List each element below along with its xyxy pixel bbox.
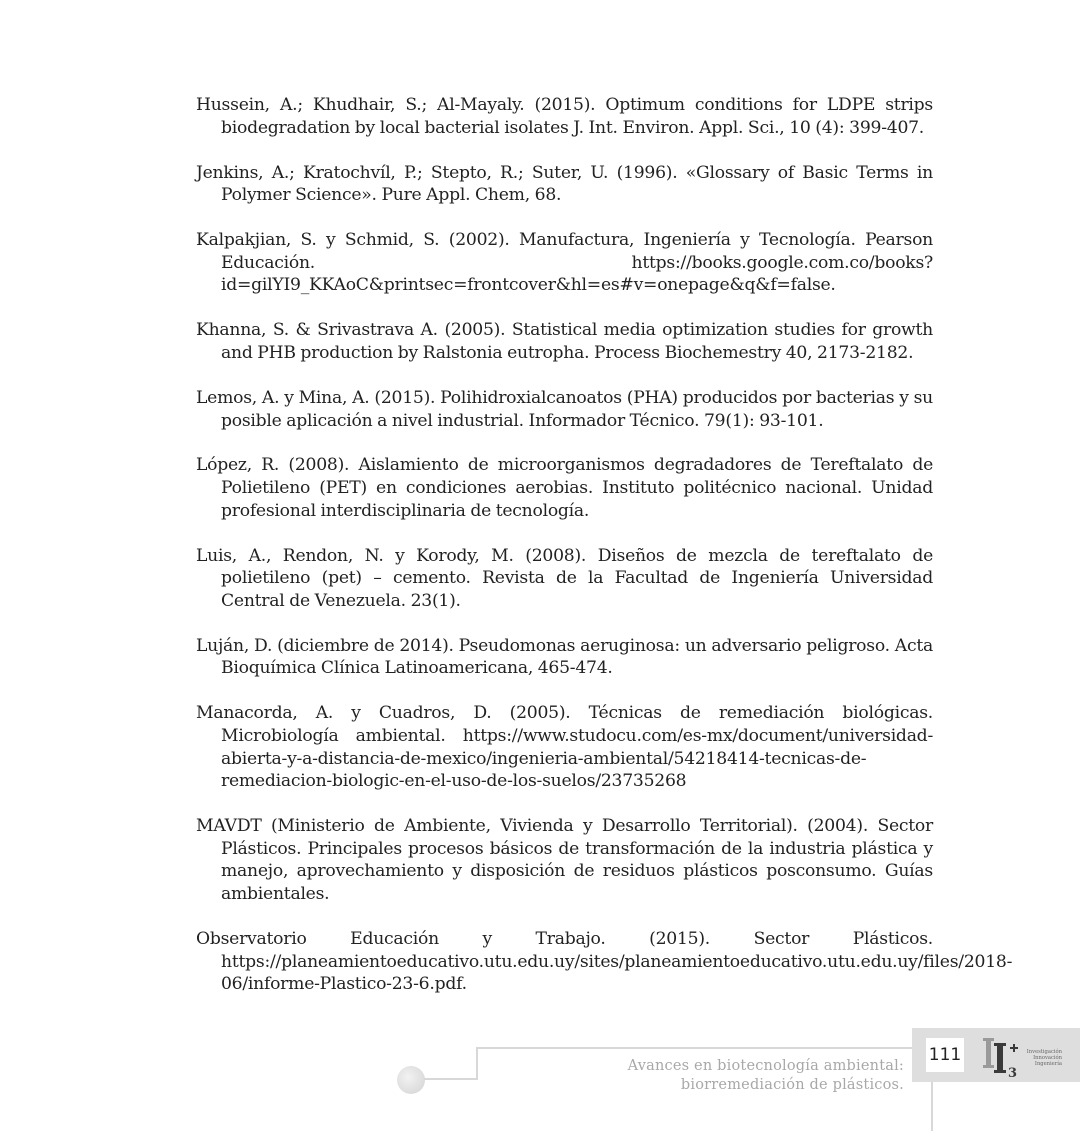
svg-text:3: 3 [1008, 1066, 1018, 1078]
footer-rule [424, 1078, 478, 1080]
reference-list [196, 94, 1013, 1018]
page-number: 111 [926, 1038, 964, 1072]
reference-entry: Khanna, S. & Srivastrava A. (2005). Statistical media optimization studies for growth and PHB production by Ralstonia eutropha. Process Biochemestry 40, 2173-2182. [196, 320, 933, 363]
reference-entry: MAVDT (Ministerio de Ambiente, Vivienda y Desarrollo Territorial). (2004). Sector Plásticos. Principales procesos básicos de transformación de la industria plástica y manejo, aprovechamiento y disposición de residuos plásticos posconsumo. Guías ambientales. [196, 816, 933, 904]
reference-entry: Jenkins, A.; Kratochvíl, P.; Stepto, R.; Suter, U. (1996). «Glossary of Basic Terms in Polymer Science». Pure Appl. Chem, 68. [196, 162, 933, 206]
reference-entry: Manacorda, A. y Cuadros, D. (2005). Técnicas de remediación biológicas. Microbiología ambiental. https://www.studocu.com/es-mx/document/universidad-abierta-y-a-distancia-de-mexico/ingenieria-ambiental/54218414-tecnicas-de-remediacion-biologic-en-el-uso-de-los-suelos/23735268 [196, 703, 933, 792]
i3-logo-icon [982, 1034, 1026, 1078]
reference-entry: Lemos, A. y Mina, A. (2015). Polihidroxialcanoatos (PHA) producidos por bacterias y su posible aplicación a nivel industrial. Informador Técnico. 79(1): 93-101. [196, 387, 933, 431]
logo-tagline: Investigación Innovación Ingeniería [1026, 1049, 1062, 1067]
footer-title-line-2: biorremediación de plásticos. [680, 1077, 904, 1093]
footer-title-line-1: Avances en biotecnología ambiental: [627, 1058, 904, 1074]
reference-entry: Observatorio Educación y Trabajo. (2015). Sector Plásticos. https://planeamientoeducativo.utu.edu.uy/sites/planeamientoeducativo.utu.edu.uy/files/2018-06/informe-Plastico-23-6.pdf. [196, 928, 1013, 995]
reference-entry: Luján, D. (diciembre de 2014). Pseudomonas aeruginosa: un adversario peligroso. Acta Bioquímica Clínica Latinoamericana, 465-474. [196, 635, 933, 679]
footer-rule [476, 1047, 478, 1080]
reference-entry: Kalpakjian, S. y Schmid, S. (2002). Manufactura, Ingeniería y Tecnología. Pearson Educación. https://books.google.com.co/books?id=gilYI9_KKAoC&printsec=frontcover&hl=es#v=onepage&q&f=false. [196, 230, 933, 296]
reference-entry: López, R. (2008). Aislamiento de microorganismos degradadores de Tereftalato de Polietileno (PET) en condiciones aerobias. Instituto politécnico nacional. Unidad profesional interdisciplinaria de tecnología. [196, 455, 933, 521]
footer-rule [931, 1080, 933, 1131]
reference-entry: Hussein, A.; Khudhair, S.; Al-Mayaly. (2015). Optimum conditions for LDPE strips biodegradation by local bacterial isolates J. Int. Environ. Appl. Sci., 10 (4): 399-407. [196, 95, 933, 138]
reference-entry: Luis, A., Rendon, N. y Korody, M. (2008). Diseños de mezcla de tereftalato de polietileno (pet) – cemento. Revista de la Facultad de Ingeniería Universidad Central de Venezuela. 23(1). [196, 545, 933, 611]
footer-rule [478, 1047, 913, 1049]
footer-decoration-dot [397, 1066, 425, 1094]
running-footer-title [628, 1057, 904, 1095]
